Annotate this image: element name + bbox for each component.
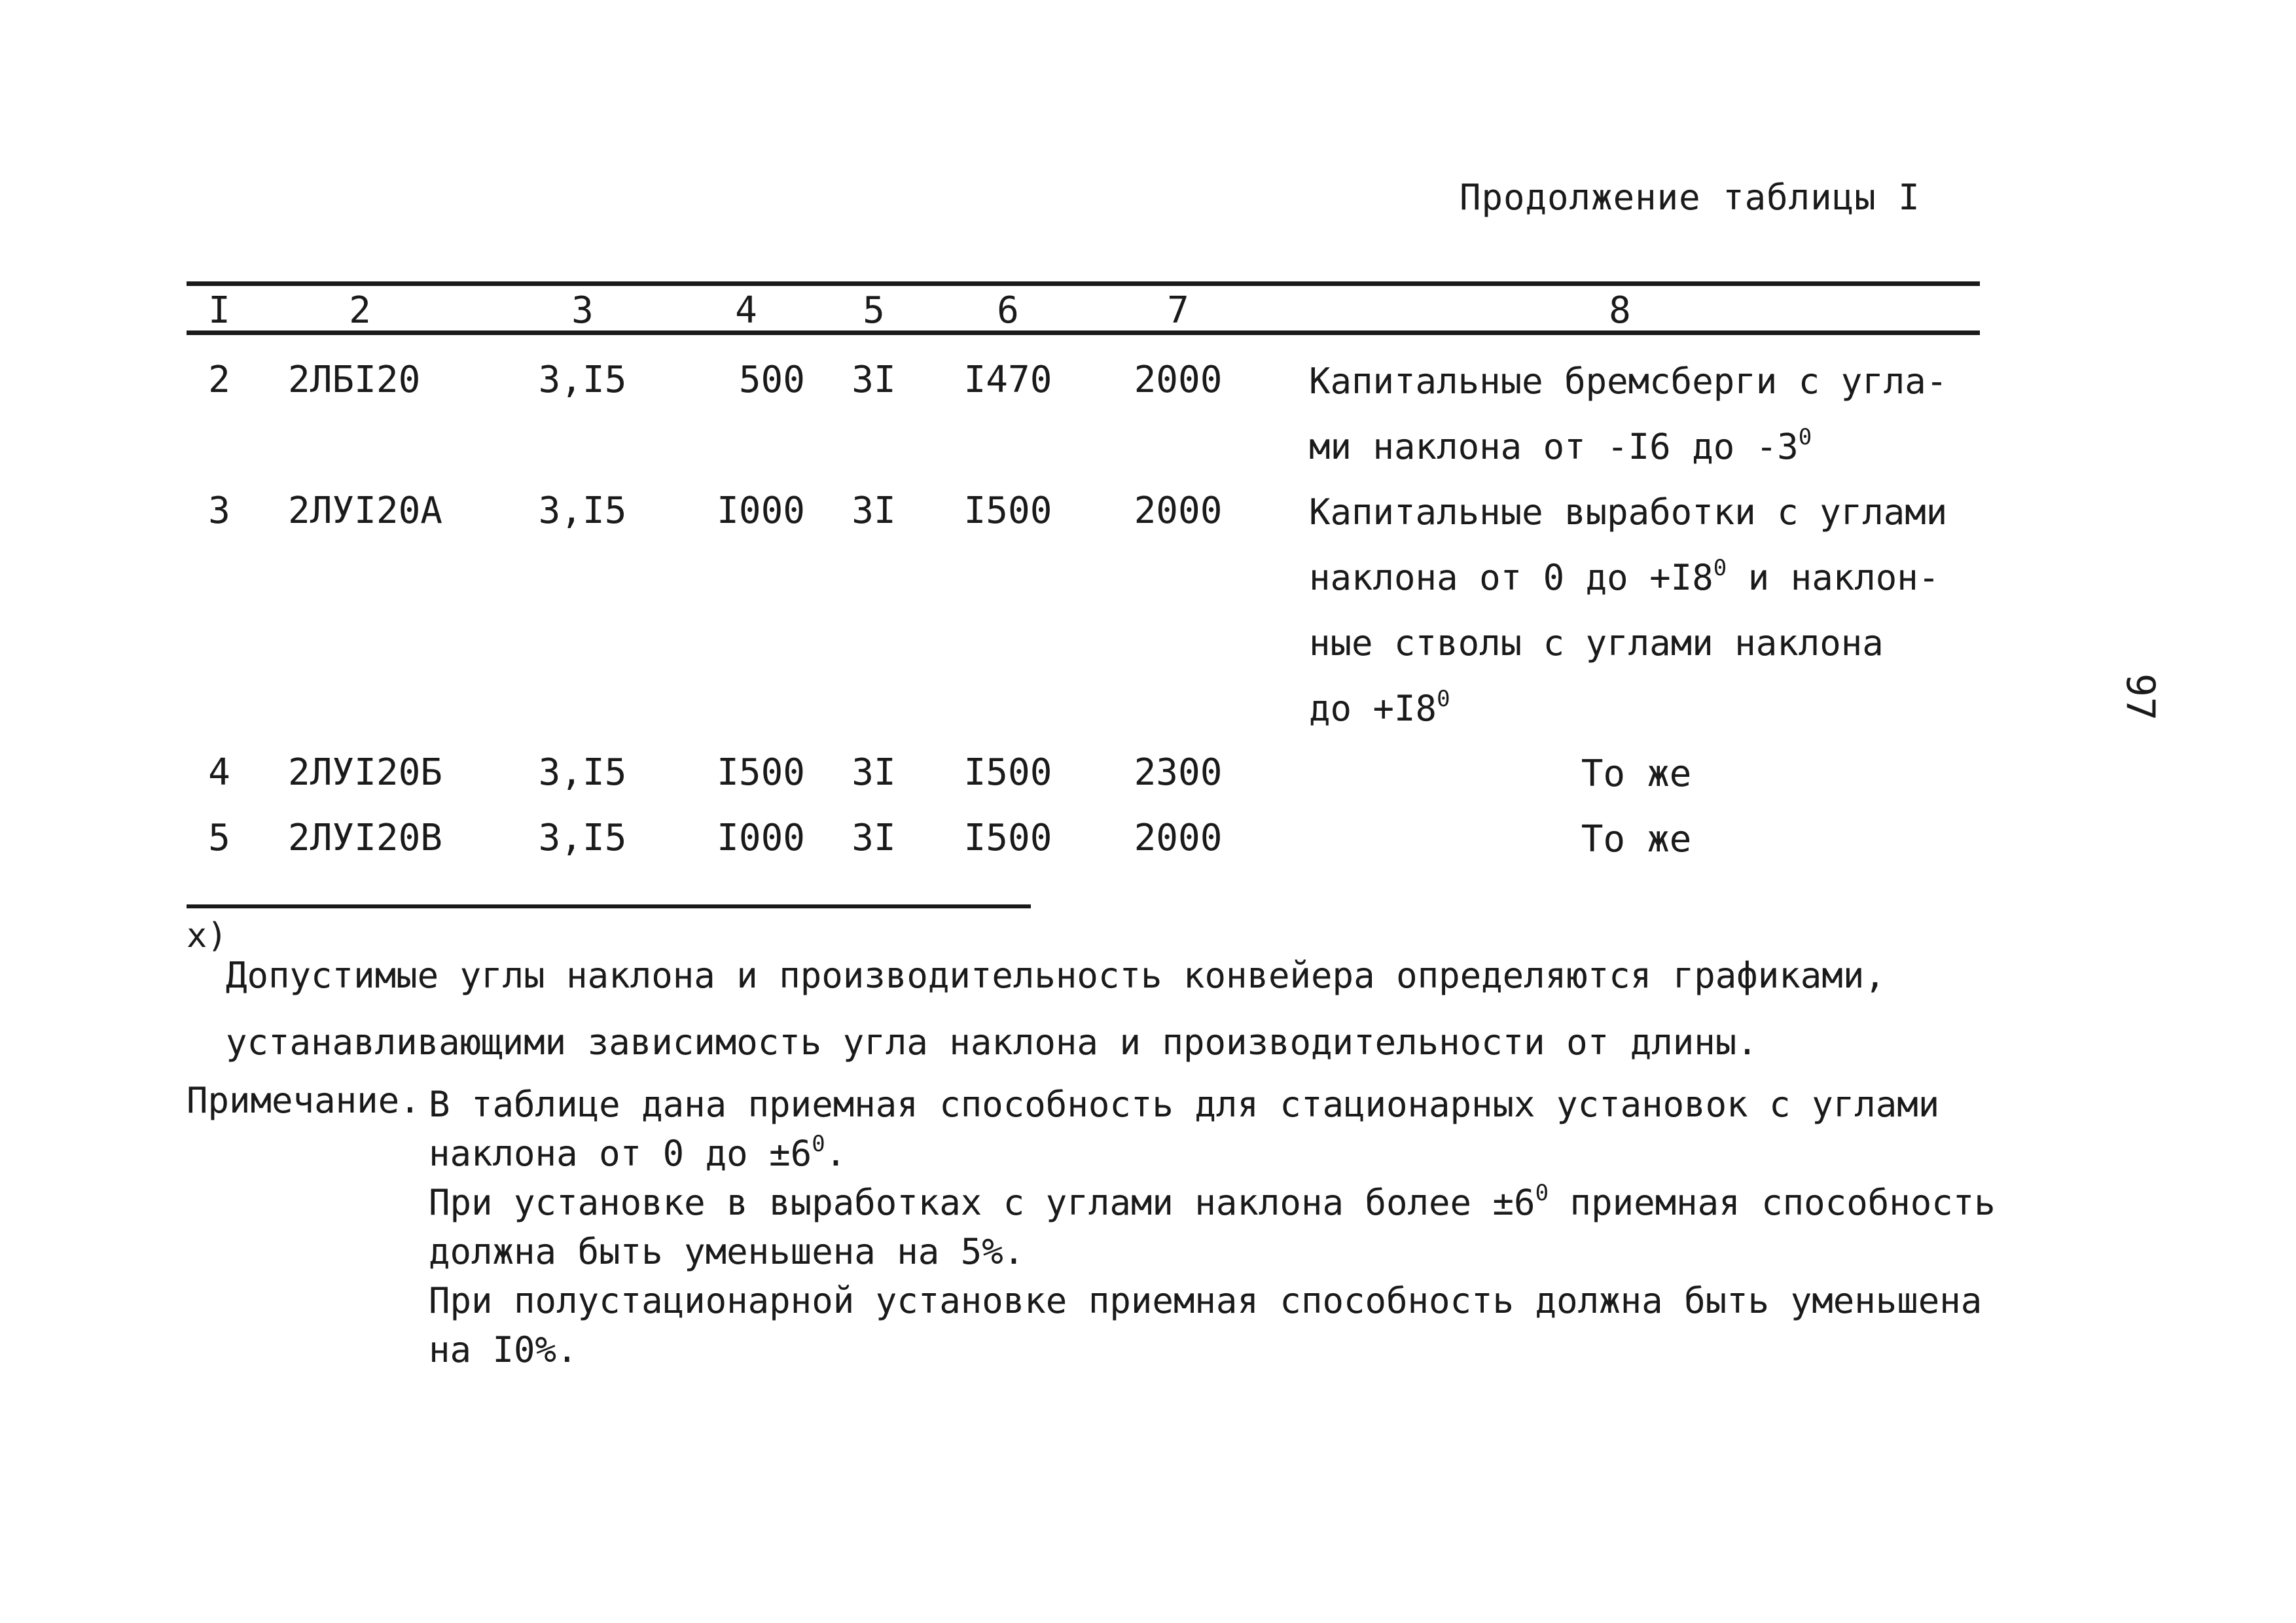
column-header-2: 2 bbox=[349, 289, 371, 332]
row-3-number: 3 bbox=[208, 490, 230, 532]
row-3-col3: 3,I5 bbox=[538, 490, 627, 532]
row-4-col4: I500 bbox=[717, 751, 805, 794]
footnote-separator bbox=[187, 904, 1031, 908]
row-3-description bbox=[1309, 480, 1977, 741]
row-5-col3: 3,I5 bbox=[538, 817, 627, 859]
row-2-col5: 3I bbox=[852, 359, 896, 401]
row-2-number: 2 bbox=[208, 359, 230, 401]
row-5-col4: I000 bbox=[717, 817, 805, 859]
column-header-1: I bbox=[208, 289, 230, 332]
row-3-col5: 3I bbox=[852, 490, 896, 532]
note-p3-line-1: При полустационарной установке приемная способность должна быть уменьшена bbox=[429, 1280, 1982, 1321]
note-p1-line-1: В таблице дана приемная способность для стационарных установок с углами bbox=[429, 1084, 1940, 1125]
footnote-line-2: устанавливающими зависимость угла наклона и производительности от длины. bbox=[226, 1022, 1758, 1063]
row-2-desc-line-2: ми наклона от -I6 до $-3^0$ bbox=[1309, 424, 1812, 467]
table-header-rule bbox=[187, 330, 1980, 335]
note-p2-line-2: должна быть уменьшена на 5%. bbox=[429, 1231, 1025, 1272]
row-5-type: 2ЛУI20В bbox=[288, 817, 443, 859]
note-body bbox=[429, 1080, 1996, 1374]
table-top-rule bbox=[187, 281, 1980, 286]
column-header-3: 3 bbox=[571, 289, 594, 332]
row-2-col6: I470 bbox=[963, 359, 1052, 401]
row-5-col5: 3I bbox=[852, 817, 896, 859]
row-2-col3: 3,I5 bbox=[538, 359, 627, 401]
row-2-col7: 2000 bbox=[1134, 359, 1223, 401]
note-p1-line-2: наклона от 0 до $\pm 6^0$. bbox=[429, 1131, 847, 1174]
row-5-number: 5 bbox=[208, 817, 230, 859]
row-3-col4: I000 bbox=[717, 490, 805, 532]
row-3-desc-line-2: наклона от 0 до $+I8^0$ и наклон- bbox=[1309, 555, 1940, 598]
footnote-line-1: Допустимые углы наклона и производительность конвейера определяются графиками, bbox=[226, 955, 1886, 996]
table-continuation-title: Продолжение таблицы I bbox=[1460, 177, 1920, 218]
column-header-8: 8 bbox=[1609, 289, 1631, 332]
row-3-desc-line-4: до $+I8^0$ bbox=[1309, 686, 1450, 729]
row-5-col6: I500 bbox=[963, 817, 1052, 859]
row-5-description: То же bbox=[1581, 818, 1692, 861]
note-label: Примечание. bbox=[187, 1080, 421, 1121]
row-2-desc-line-1: Капитальные бремсберги с угла- bbox=[1309, 361, 1948, 402]
row-3-col7: 2000 bbox=[1134, 490, 1223, 532]
row-4-col5: 3I bbox=[852, 751, 896, 794]
note-p3-line-2: на I0%. bbox=[429, 1329, 578, 1370]
row-4-number: 4 bbox=[208, 751, 230, 794]
row-4-type: 2ЛУI20Б bbox=[288, 751, 443, 794]
row-4-description: То же bbox=[1581, 753, 1692, 795]
row-4-col7: 2300 bbox=[1134, 751, 1223, 794]
row-3-desc-line-1: Капитальные выработки с углами bbox=[1309, 491, 1948, 533]
footnote-text bbox=[226, 942, 1886, 1076]
page-number: 97 bbox=[2117, 673, 2163, 721]
row-4-col6: I500 bbox=[963, 751, 1052, 794]
column-header-4: 4 bbox=[735, 289, 757, 332]
row-2-description bbox=[1309, 349, 1977, 480]
row-3-col6: I500 bbox=[963, 490, 1052, 532]
row-2-col4: 500 bbox=[738, 359, 805, 401]
column-header-6: 6 bbox=[997, 289, 1019, 332]
row-5-col7: 2000 bbox=[1134, 817, 1223, 859]
row-3-type: 2ЛУI20А bbox=[288, 490, 443, 532]
column-header-5: 5 bbox=[863, 289, 885, 332]
row-3-desc-line-3: ные стволы с углами наклона bbox=[1309, 622, 1884, 664]
column-header-7: 7 bbox=[1167, 289, 1189, 332]
row-4-col3: 3,I5 bbox=[538, 751, 627, 794]
footnote-mark: x) bbox=[187, 916, 228, 955]
note-p2-line-1: При установке в выработках с углами наклона более $\pm 6^0$ приемная способность bbox=[429, 1180, 1996, 1223]
row-2-type: 2ЛБI20 bbox=[288, 359, 421, 401]
